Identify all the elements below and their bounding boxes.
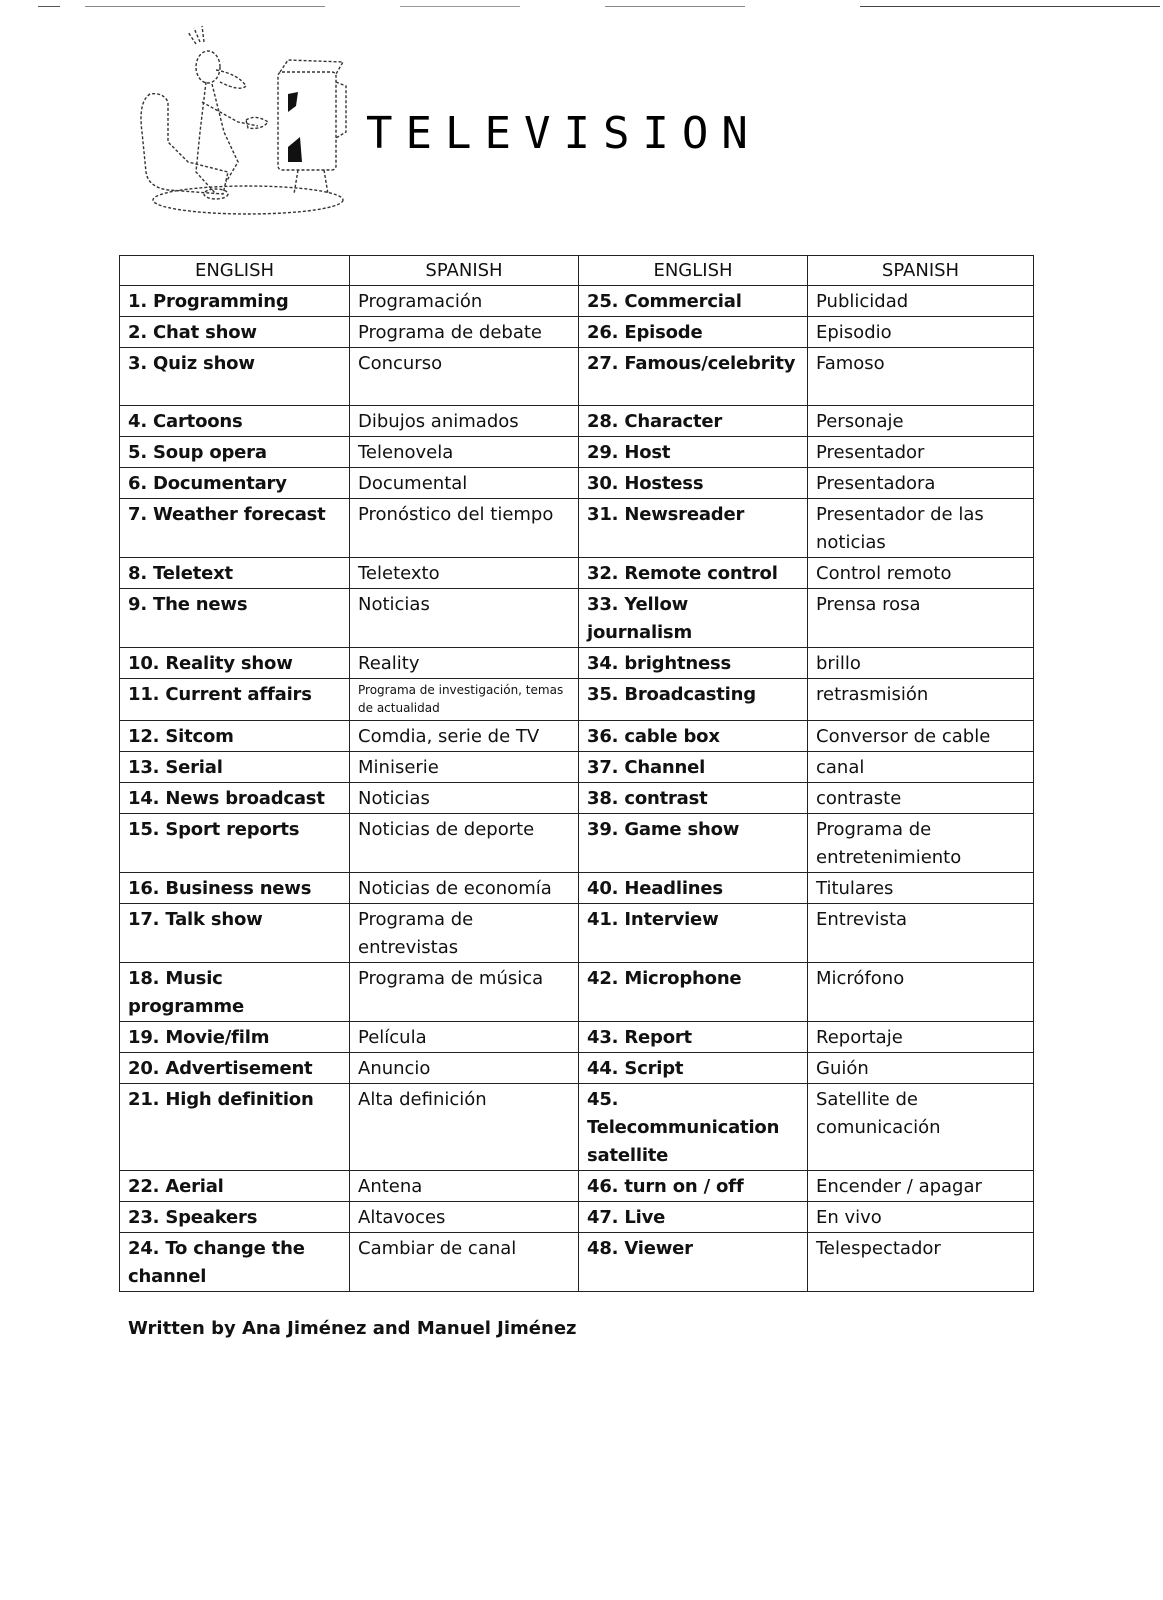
spanish-term-cell: Reportaje bbox=[808, 1022, 1034, 1053]
english-term-cell: 47. Live bbox=[579, 1202, 808, 1233]
table-header-row bbox=[120, 256, 1034, 286]
english-term-cell: 3. Quiz show bbox=[120, 348, 350, 406]
english-term-cell: 15. Sport reports bbox=[120, 814, 350, 873]
scan-artifact bbox=[400, 6, 520, 7]
spanish-term-cell: Documental bbox=[350, 468, 579, 499]
english-term-cell: 7. Weather forecast bbox=[120, 499, 350, 558]
table-row bbox=[120, 1171, 1034, 1202]
english-term-cell: 46. turn on / off bbox=[579, 1171, 808, 1202]
spanish-term-cell: Famoso bbox=[808, 348, 1034, 406]
spanish-term-cell: Película bbox=[350, 1022, 579, 1053]
english-term-cell: 23. Speakers bbox=[120, 1202, 350, 1233]
table-row bbox=[120, 783, 1034, 814]
table-row bbox=[120, 558, 1034, 589]
spanish-term-cell: Publicidad bbox=[808, 286, 1034, 317]
table-row bbox=[120, 904, 1034, 963]
spanish-term-cell: Presentador de las noticias bbox=[808, 499, 1034, 558]
english-term-cell: 22. Aerial bbox=[120, 1171, 350, 1202]
english-term-cell: 11. Current affairs bbox=[120, 679, 350, 721]
english-term-cell: 18. Music programme bbox=[120, 963, 350, 1022]
table-row bbox=[120, 589, 1034, 648]
scan-artifact bbox=[85, 6, 325, 7]
spanish-term-cell: Concurso bbox=[350, 348, 579, 406]
spanish-term-cell: Satellite de comunicación bbox=[808, 1084, 1034, 1171]
spanish-term-cell: Micrófono bbox=[808, 963, 1034, 1022]
english-term-cell: 8. Teletext bbox=[120, 558, 350, 589]
english-term-cell: 45. Telecommunication satellite bbox=[579, 1084, 808, 1171]
table-row bbox=[120, 468, 1034, 499]
column-header-english: ENGLISH bbox=[579, 256, 808, 286]
english-term-cell: 39. Game show bbox=[579, 814, 808, 873]
english-term-cell: 2. Chat show bbox=[120, 317, 350, 348]
spanish-term-cell: Control remoto bbox=[808, 558, 1034, 589]
english-term-cell: 14. News broadcast bbox=[120, 783, 350, 814]
spanish-term-cell: Cambiar de canal bbox=[350, 1233, 579, 1292]
vocabulary-table-body bbox=[120, 286, 1034, 1292]
spanish-term-cell: canal bbox=[808, 752, 1034, 783]
table-row bbox=[120, 437, 1034, 468]
column-header-spanish: SPANISH bbox=[808, 256, 1034, 286]
english-term-cell: 41. Interview bbox=[579, 904, 808, 963]
table-row bbox=[120, 679, 1034, 721]
spanish-term-cell: Miniserie bbox=[350, 752, 579, 783]
spanish-term-cell: Programa de entrevistas bbox=[350, 904, 579, 963]
author-credit: Written by Ana Jiménez and Manuel Jiménez bbox=[128, 1318, 577, 1339]
english-term-cell: 4. Cartoons bbox=[120, 406, 350, 437]
spanish-term-cell: retrasmisión bbox=[808, 679, 1034, 721]
scan-artifact bbox=[38, 6, 60, 7]
spanish-term-cell: Programa de debate bbox=[350, 317, 579, 348]
spanish-term-cell: Personaje bbox=[808, 406, 1034, 437]
english-term-cell: 43. Report bbox=[579, 1022, 808, 1053]
spanish-term-cell: Noticias bbox=[350, 783, 579, 814]
table-row bbox=[120, 1084, 1034, 1171]
english-term-cell: 30. Hostess bbox=[579, 468, 808, 499]
table-row bbox=[120, 873, 1034, 904]
table-row bbox=[120, 1053, 1034, 1084]
column-header-english: ENGLISH bbox=[120, 256, 350, 286]
spanish-term-cell: brillo bbox=[808, 648, 1034, 679]
scan-artifact bbox=[605, 6, 745, 7]
spanish-term-cell bbox=[350, 679, 579, 721]
page-title: TELEVISION bbox=[366, 108, 761, 159]
english-term-cell: 26. Episode bbox=[579, 317, 808, 348]
english-term-cell: 9. The news bbox=[120, 589, 350, 648]
table-row bbox=[120, 499, 1034, 558]
spanish-term-cell: Telespectador bbox=[808, 1233, 1034, 1292]
table-row bbox=[120, 721, 1034, 752]
table-row bbox=[120, 648, 1034, 679]
english-term-cell: 10. Reality show bbox=[120, 648, 350, 679]
column-header-spanish: SPANISH bbox=[350, 256, 579, 286]
english-term-cell: 37. Channel bbox=[579, 752, 808, 783]
english-term-cell: 32. Remote control bbox=[579, 558, 808, 589]
spanish-term-cell: Antena bbox=[350, 1171, 579, 1202]
english-term-cell: 25. Commercial bbox=[579, 286, 808, 317]
spanish-term-cell: Programación bbox=[350, 286, 579, 317]
table-row bbox=[120, 406, 1034, 437]
spanish-term-cell: Teletexto bbox=[350, 558, 579, 589]
scan-artifact bbox=[860, 6, 1160, 7]
table-row bbox=[120, 317, 1034, 348]
spanish-term-cell: Noticias de economía bbox=[350, 873, 579, 904]
english-term-cell: 48. Viewer bbox=[579, 1233, 808, 1292]
spanish-term-cell: Episodio bbox=[808, 317, 1034, 348]
spanish-term-text: Programa de investigación, temas de actualidad bbox=[358, 683, 564, 715]
tv-viewer-illustration-icon bbox=[128, 22, 363, 217]
english-term-cell: 44. Script bbox=[579, 1053, 808, 1084]
spanish-term-cell: Programa de entretenimiento bbox=[808, 814, 1034, 873]
english-term-cell: 40. Headlines bbox=[579, 873, 808, 904]
english-term-cell: 27. Famous/celebrity bbox=[579, 348, 808, 406]
english-term-cell: 5. Soup opera bbox=[120, 437, 350, 468]
table-row bbox=[120, 752, 1034, 783]
english-term-cell: 12. Sitcom bbox=[120, 721, 350, 752]
english-term-cell: 38. contrast bbox=[579, 783, 808, 814]
spanish-term-cell: Dibujos animados bbox=[350, 406, 579, 437]
spanish-term-cell: Pronóstico del tiempo bbox=[350, 499, 579, 558]
spanish-term-cell: Titulares bbox=[808, 873, 1034, 904]
english-term-cell: 36. cable box bbox=[579, 721, 808, 752]
spanish-term-cell: Guión bbox=[808, 1053, 1034, 1084]
english-term-cell: 17. Talk show bbox=[120, 904, 350, 963]
spanish-term-cell: Alta definición bbox=[350, 1084, 579, 1171]
spanish-term-cell: Entrevista bbox=[808, 904, 1034, 963]
spanish-term-cell: contraste bbox=[808, 783, 1034, 814]
english-term-cell: 34. brightness bbox=[579, 648, 808, 679]
spanish-term-cell: Anuncio bbox=[350, 1053, 579, 1084]
spanish-term-cell: Telenovela bbox=[350, 437, 579, 468]
table-row bbox=[120, 814, 1034, 873]
table-row bbox=[120, 348, 1034, 406]
spanish-term-cell: Altavoces bbox=[350, 1202, 579, 1233]
spanish-term-cell: Presentador bbox=[808, 437, 1034, 468]
english-term-cell: 16. Business news bbox=[120, 873, 350, 904]
english-term-cell: 29. Host bbox=[579, 437, 808, 468]
spanish-term-cell: Noticias bbox=[350, 589, 579, 648]
spanish-term-cell: Prensa rosa bbox=[808, 589, 1034, 648]
table-row bbox=[120, 286, 1034, 317]
english-term-cell: 33. Yellow journalism bbox=[579, 589, 808, 648]
english-term-cell: 28. Character bbox=[579, 406, 808, 437]
english-term-cell: 20. Advertisement bbox=[120, 1053, 350, 1084]
english-term-cell: 24. To change the channel bbox=[120, 1233, 350, 1292]
english-term-cell: 6. Documentary bbox=[120, 468, 350, 499]
english-term-cell: 42. Microphone bbox=[579, 963, 808, 1022]
spanish-term-cell: Programa de música bbox=[350, 963, 579, 1022]
spanish-term-cell: Noticias de deporte bbox=[350, 814, 579, 873]
spanish-term-cell: Conversor de cable bbox=[808, 721, 1034, 752]
english-term-cell: 35. Broadcasting bbox=[579, 679, 808, 721]
english-term-cell: 19. Movie/film bbox=[120, 1022, 350, 1053]
spanish-term-cell: Reality bbox=[350, 648, 579, 679]
english-term-cell: 13. Serial bbox=[120, 752, 350, 783]
english-term-cell: 21. High definition bbox=[120, 1084, 350, 1171]
table-row bbox=[120, 1233, 1034, 1292]
english-term-cell: 31. Newsreader bbox=[579, 499, 808, 558]
english-term-cell: 1. Programming bbox=[120, 286, 350, 317]
table-row bbox=[120, 1202, 1034, 1233]
spanish-term-cell: Comdia, serie de TV bbox=[350, 721, 579, 752]
table-row bbox=[120, 1022, 1034, 1053]
spanish-term-cell: En vivo bbox=[808, 1202, 1034, 1233]
table-row bbox=[120, 963, 1034, 1022]
spanish-term-cell: Encender / apagar bbox=[808, 1171, 1034, 1202]
vocabulary-table bbox=[119, 255, 1034, 1292]
spanish-term-cell: Presentadora bbox=[808, 468, 1034, 499]
